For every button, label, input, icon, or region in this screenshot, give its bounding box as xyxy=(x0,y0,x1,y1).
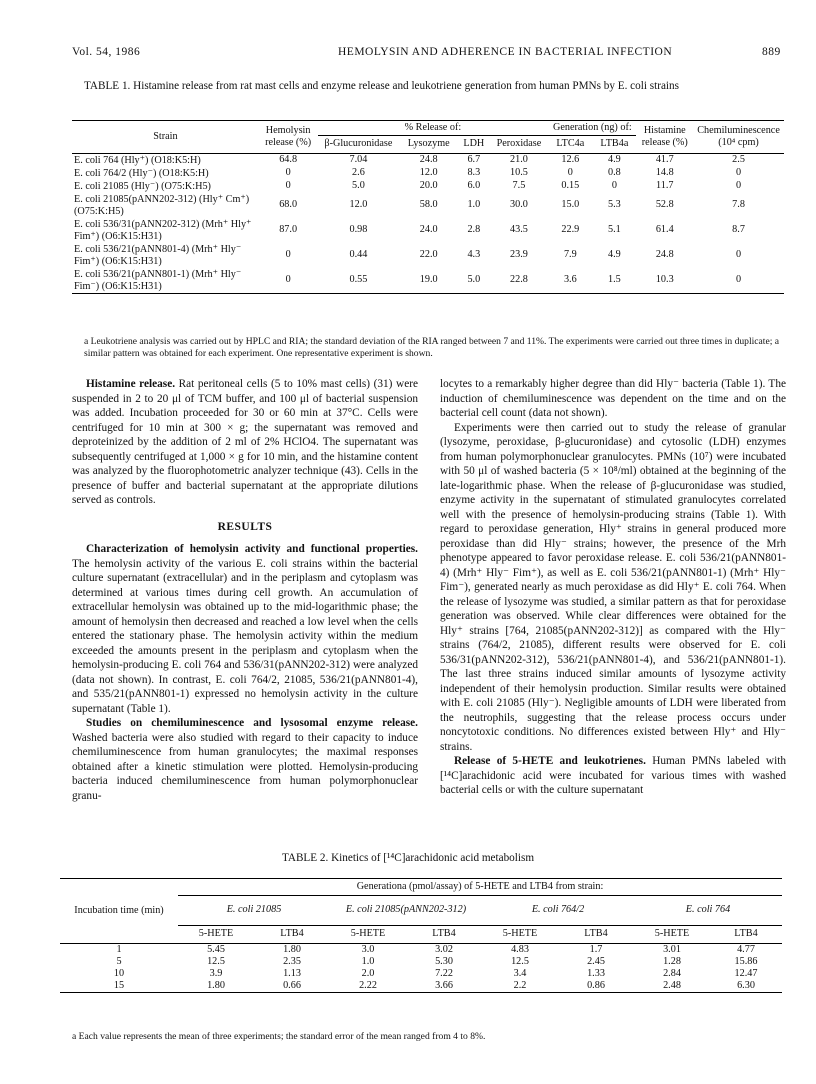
table1-caption: TABLE 1. Histamine release from rat mast cells and enzyme release and leukotriene generation from human PMNs by E. coli strains xyxy=(84,80,679,92)
chemiluminescence-heading: Studies on chemiluminescence and lysosomal enzyme release. xyxy=(86,717,418,729)
t1-cell-perox: 30.0 xyxy=(510,199,528,210)
table2 xyxy=(60,878,782,993)
table-row xyxy=(72,218,784,243)
t1-header-release-group: % Release of: xyxy=(318,121,549,135)
t2-subheader-hete: 5-HETE xyxy=(198,928,234,940)
t1-cell-ltc4: 0 xyxy=(567,167,573,178)
t1-cell-hemolysin: 0 xyxy=(285,180,291,191)
t1-cell-gluc: 7.04 xyxy=(349,154,368,165)
t1-header-chemiluminescence: Chemiluminescence (10⁴ cpm) xyxy=(697,124,780,148)
t2-value-cell: 3.66 xyxy=(435,980,453,991)
t1-cell-chemi: 0 xyxy=(735,180,742,191)
left-column xyxy=(72,377,418,803)
t1-cell-gluc: 5.0 xyxy=(352,180,365,191)
t2-value-cell: 3.01 xyxy=(663,944,681,955)
t2-value-cell: 5.30 xyxy=(435,956,453,967)
t2-value-cell: 15.86 xyxy=(734,956,758,967)
t1-cell-hemolysin: 0 xyxy=(285,167,291,178)
t1-cell-gluc: 2.6 xyxy=(352,167,365,178)
t1-cell-hemolysin: 0 xyxy=(285,274,291,285)
t2-value-cell: 2.0 xyxy=(361,968,375,979)
table1-footnote: a Leukotriene analysis was carried out by HPLC and RIA; the standard deviation of the RIA ranged between 7 and 11%. The experiments were carried out three times in duplicate; a similar pattern was obtained for each experiment. One representative experiment is shown. xyxy=(84,336,780,359)
hemolysin-paragraph xyxy=(72,542,418,716)
t1-cell-ldh: 2.8 xyxy=(467,224,481,235)
histamine-release-heading: Histamine release. xyxy=(86,378,176,390)
t1-cell-perox: 22.8 xyxy=(510,274,528,285)
t2-value-cell: 1.13 xyxy=(283,968,301,979)
t1-cell-hist: 10.3 xyxy=(655,274,674,285)
chemiluminescence-paragraph xyxy=(72,716,418,803)
t2-value-cell: 3.02 xyxy=(435,944,453,955)
t1-cell-ldh: 4.3 xyxy=(467,249,481,260)
t2-strain-21085-pann202: E. coli 21085(pANN202-312) xyxy=(330,895,482,925)
t1-cell-gluc: 0.44 xyxy=(349,249,368,260)
t1-header-ltb4: LTB4a xyxy=(600,138,629,149)
hete-paragraph xyxy=(440,754,786,798)
table2-footnote: a Each value represents the mean of three experiments; the standard error of the mean ranged from 4 to 8%. xyxy=(72,1031,486,1042)
t2-time-cell: 10 xyxy=(113,968,125,979)
t1-cell-chemi: 0 xyxy=(735,274,742,285)
t2-value-cell: 2.35 xyxy=(283,956,301,967)
t2-strain-21085: E. coli 21085 xyxy=(178,895,330,925)
t1-cell-hemolysin: 0 xyxy=(285,249,291,260)
continued-paragraph: locytes to a remarkably higher degree than did Hly⁻ bacteria (Table 1). The induction of chemiluminescence was dependent on the time and on the bacterial cell count (data not shown). xyxy=(440,378,786,419)
t1-cell-ltc4: 0.15 xyxy=(561,180,580,191)
t2-header-time: Incubation time (min) xyxy=(74,905,164,916)
t1-cell-chemi: 0 xyxy=(735,167,742,178)
t2-value-cell: 12.5 xyxy=(511,956,529,967)
t1-header-strain: Strain xyxy=(153,130,178,142)
t2-time-cell: 5 xyxy=(116,956,122,967)
t1-cell-lyso: 24.8 xyxy=(419,154,438,165)
t1-cell-perox: 10.5 xyxy=(510,167,528,178)
t1-cell-ltc4: 7.9 xyxy=(563,249,577,260)
histamine-release-paragraph xyxy=(72,377,418,508)
t1-cell-perox: 21.0 xyxy=(510,154,528,165)
t2-subheader-hete: 5-HETE xyxy=(350,928,386,940)
t2-subheader-ltb4: LTB4 xyxy=(432,928,456,940)
t2-value-cell: 1.80 xyxy=(283,944,301,955)
t1-strain-cell: E. coli 536/21(pANN801-4) (Mrh⁺ Hly⁻ Fim⁺) (O6:K15:H31) xyxy=(74,243,242,267)
t2-time-cell: 15 xyxy=(113,980,125,991)
table1 xyxy=(72,120,784,294)
t2-value-cell: 4.77 xyxy=(737,944,755,955)
t2-subheader-hete: 5-HETE xyxy=(502,928,538,940)
t1-cell-lyso: 58.0 xyxy=(419,199,438,210)
t2-strain-764: E. coli 764 xyxy=(634,895,782,925)
hete-text: Human PMNs labeled with [¹⁴C]arachidonic acid were incubated for various times with washed bacterial cells or with the culture supernatant xyxy=(440,755,786,796)
t1-header-hemolysin: Hemolysin release (%) xyxy=(265,124,312,148)
t2-time-cell: 1 xyxy=(116,944,122,955)
t2-value-cell: 2.2 xyxy=(513,980,527,991)
table-row xyxy=(72,167,784,180)
table-row xyxy=(60,956,782,968)
t2-value-cell: 2.48 xyxy=(663,980,681,991)
t1-cell-lyso: 19.0 xyxy=(419,274,438,285)
table-row xyxy=(72,243,784,268)
t1-strain-cell: E. coli 21085(pANN202-312) (Hly⁺ Cm⁺) (O75:K:H5) xyxy=(74,193,250,217)
t1-cell-ldh: 8.3 xyxy=(467,167,481,178)
t1-cell-hist: 14.8 xyxy=(655,167,674,178)
t1-cell-ltb4: 5.3 xyxy=(608,199,621,210)
t1-cell-chemi: 0 xyxy=(735,249,742,260)
t1-cell-ldh: 6.7 xyxy=(467,154,481,165)
t1-header-peroxidase: Peroxidase xyxy=(496,138,542,149)
hete-heading: Release of 5-HETE and leukotrienes. xyxy=(454,755,646,767)
t2-value-cell: 1.0 xyxy=(361,956,375,967)
t1-cell-hemolysin: 68.0 xyxy=(279,199,298,210)
table2-caption: TABLE 2. Kinetics of [¹⁴C]arachidonic acid metabolism xyxy=(281,852,535,864)
journal-volume: Vol. 54, 1986 xyxy=(72,46,141,58)
chemiluminescence-text: Washed bacteria were also studied with regard to their capacity to induce chemiluminescence from human granulocytes; the maximal responses obtained after a kinetic stimulation were plotted. Hemolysin-producing bacteria induced chemiluminescence from human polymorphonuclear granu- xyxy=(72,731,418,802)
t1-cell-perox: 23.9 xyxy=(510,249,528,260)
t1-header-histamine: Histamine release (%) xyxy=(641,124,688,148)
t1-header-glucuronidase: β-Glucuronidase xyxy=(324,138,393,149)
t2-value-cell: 6.30 xyxy=(737,980,755,991)
t2-subheader-hete: 5-HETE xyxy=(654,928,690,940)
t2-strain-764-2: E. coli 764/2 xyxy=(482,895,634,925)
t1-cell-ltb4: 4.9 xyxy=(608,154,621,165)
t1-cell-chemi: 7.8 xyxy=(732,199,745,210)
t2-subheader-ltb4: LTB4 xyxy=(734,928,758,940)
table-row xyxy=(72,193,784,218)
t1-strain-cell: E. coli 764/2 (Hly⁻) (O18:K5:H) xyxy=(74,167,209,179)
t1-cell-chemi: 8.7 xyxy=(732,224,745,235)
t2-value-cell: 0.86 xyxy=(587,980,605,991)
t2-value-cell: 3.0 xyxy=(361,944,375,955)
right-column xyxy=(440,377,786,798)
t1-cell-hist: 61.4 xyxy=(655,224,674,235)
t2-value-cell: 4.83 xyxy=(511,944,529,955)
results-heading: RESULTS xyxy=(217,520,273,533)
t1-cell-hist: 24.8 xyxy=(655,249,674,260)
t1-cell-hist: 52.8 xyxy=(655,199,674,210)
t1-header-ltc4: LTC4a xyxy=(556,138,585,149)
t1-cell-ltb4: 0 xyxy=(611,180,617,191)
t2-value-cell: 0.66 xyxy=(283,980,301,991)
t1-cell-ltb4: 5.1 xyxy=(608,224,621,235)
t1-strain-cell: E. coli 764 (Hly⁺) (O18:K5:H) xyxy=(74,154,201,166)
t1-strain-cell: E. coli 21085 (Hly⁻) (O75:K:H5) xyxy=(74,180,211,192)
t1-header-lysozyme: Lysozyme xyxy=(407,138,450,149)
t2-value-cell: 7.22 xyxy=(435,968,453,979)
histamine-release-text: Rat peritoneal cells (5 to 10% mast cells) (31) were suspended in 2 to 20 μl of TCM buffer, and 100 μl of bacterial suspension was added. Incubation proceeded for 30 or 60 min at 37°C. Cells were centrifuged for 10 min at 300 × g; the supernatant was removed and deproteinized by the addition of 2 ml of 2% HClO4. The supernatant was subsequently centrifuged at 1,000 × g for 10 min, and the histamine content was analyzed by the fluorophotometric analyzer technique (43). Cells in the presence of buffer and bacterial supernatant at the appropriate dilutions served as controls. xyxy=(72,378,418,506)
t2-value-cell: 1.7 xyxy=(589,944,603,955)
t1-cell-ltc4: 22.9 xyxy=(561,224,580,235)
table-row xyxy=(60,968,782,980)
t2-header-group: Generationa (pmol/assay) of 5-HETE and LTB4 from strain: xyxy=(178,879,782,895)
t1-cell-gluc: 0.55 xyxy=(349,274,368,285)
t1-cell-gluc: 0.98 xyxy=(349,224,368,235)
t1-cell-gluc: 12.0 xyxy=(349,199,368,210)
t2-value-cell: 1.33 xyxy=(587,968,605,979)
t1-cell-hemolysin: 87.0 xyxy=(279,224,298,235)
table-row xyxy=(60,944,782,956)
t2-value-cell: 5.45 xyxy=(207,944,225,955)
t1-cell-lyso: 24.0 xyxy=(419,224,438,235)
table-row xyxy=(72,154,784,167)
t1-header-generation-group: Generation (ng) of: xyxy=(548,121,636,135)
page-number: 889 xyxy=(762,46,781,58)
t1-cell-ltc4: 12.6 xyxy=(561,154,580,165)
t2-value-cell: 2.22 xyxy=(359,980,377,991)
t1-cell-lyso: 22.0 xyxy=(419,249,438,260)
t1-cell-ltc4: 15.0 xyxy=(561,199,580,210)
t2-value-cell: 1.80 xyxy=(207,980,225,991)
table-row xyxy=(60,980,782,992)
t1-cell-hist: 41.7 xyxy=(655,154,674,165)
t2-value-cell: 12.5 xyxy=(207,956,225,967)
hemolysin-text: The hemolysin activity of the various E. coli strains within the bacterial culture supernatant (extracellular) and in the periplasm and cytoplasm was determined at various times during cell growth. An accumulation of extracellular hemolysin was obtained up to the mid-logarithmic phase; the amount of hemolysin then decreased and reached a low level when the cells entered the stationary phase. The hemolysin activity within the medium exceeded the amounts present in the periplasm and cytoplasm when the hemolysin-producing E. coli 764 and 536/31(pANN202-312) were analyzed (data not shown). In contrast, E. coli 764/2, 21085, 536/21(pANN801-4), and 535/21(pANN801-1) expressed no hemolysin activity in the culture supernatant (Table 1). xyxy=(72,557,418,715)
t1-cell-ltb4: 1.5 xyxy=(608,274,621,285)
t1-cell-hist: 11.7 xyxy=(656,180,674,191)
t1-cell-lyso: 12.0 xyxy=(419,167,438,178)
running-title: HEMOLYSIN AND ADHERENCE IN BACTERIAL INFECTION xyxy=(338,46,673,58)
t1-cell-ltb4: 4.9 xyxy=(608,249,621,260)
table-row xyxy=(72,180,784,193)
t1-cell-ltc4: 3.6 xyxy=(563,274,577,285)
t1-cell-perox: 7.5 xyxy=(512,180,526,191)
t1-header-ldh: LDH xyxy=(463,138,485,149)
t2-subheader-ltb4: LTB4 xyxy=(584,928,608,940)
hemolysin-heading: Characterization of hemolysin activity and functional properties. xyxy=(86,543,418,555)
t2-subheader-ltb4: LTB4 xyxy=(280,928,304,940)
t1-cell-chemi: 2.5 xyxy=(732,154,745,165)
t1-cell-perox: 43.5 xyxy=(510,224,528,235)
t1-cell-ldh: 1.0 xyxy=(467,199,481,210)
t2-value-cell: 12.47 xyxy=(734,968,758,979)
t1-cell-ldh: 5.0 xyxy=(467,274,481,285)
enzyme-release-paragraph: Experiments were then carried out to study the release of granular (lysozyme, peroxidase, β-glucuronidase) and cytosolic (LDH) enzymes from human polymorphonuclear granulocytes. PMNs (10⁷) were incubated with 50 μl of washed bacteria (5 × 10⁸/ml) obtained at the beginning of the late-logarithmic phase. When the release of β-glucuronidase was studied, enzyme activity in the supernatant of stimulated granulocytes correlated well with the presence of hemolysin-producing strains (Table 1). With regard to peroxidase generation, Hly⁺ strains in general produced more peroxidase than did Hly⁻ strains; however, the presence of the Mrh phenotype appeared to favor peroxidase release. E. coli 536/21(pANN801-4) (Mrh⁺ Hly⁻ Fim⁺), as well as E. coli 536/21(pANN801-1) (Mrh⁺ Hly⁻ Fim⁻), generated nearly as much peroxidase as did Hly⁺ E. coli 764. When the release of lysozyme was studied, a similar pattern as that for peroxidase generation was observed. While clear differences were obtained for the Hly⁺ strains [764, 21085(pANN202-312)] as compared with the Hly⁻ strains (764/2, 21085), different results were observed for E. coli 536/31(pANN202-312), 536/21(pANN801-4), and 536/21(pANN801-1). The last three strains induced similar amounts of lysozyme activity independent of their hemolysin production. Similar results were obtained with E. coli 21085 (Hly⁻). Negligible amounts of LDH were liberated from the neutrophils, suggesting that the release process occurs under noncytotoxic conditions. No differences existed between Hly⁺ and Hly⁻ strains. xyxy=(440,421,786,753)
t2-value-cell: 1.28 xyxy=(663,956,681,967)
t1-strain-cell: E. coli 536/31(pANN202-312) (Mrh⁺ Hly⁺ Fim⁺) (O6:K15:H31) xyxy=(74,218,252,242)
t2-value-cell: 2.45 xyxy=(587,956,605,967)
t2-value-cell: 2.84 xyxy=(663,968,681,979)
t1-cell-hemolysin: 64.8 xyxy=(279,154,298,165)
table-row xyxy=(72,268,784,294)
t2-value-cell: 3.4 xyxy=(513,968,527,979)
t1-strain-cell: E. coli 536/21(pANN801-1) (Mrh⁺ Hly⁻ Fim⁻) (O6:K15:H31) xyxy=(74,268,242,292)
t2-value-cell: 3.9 xyxy=(209,968,223,979)
t1-cell-ldh: 6.0 xyxy=(467,180,481,191)
t1-cell-lyso: 20.0 xyxy=(419,180,438,191)
t1-cell-ltb4: 0.8 xyxy=(608,167,621,178)
